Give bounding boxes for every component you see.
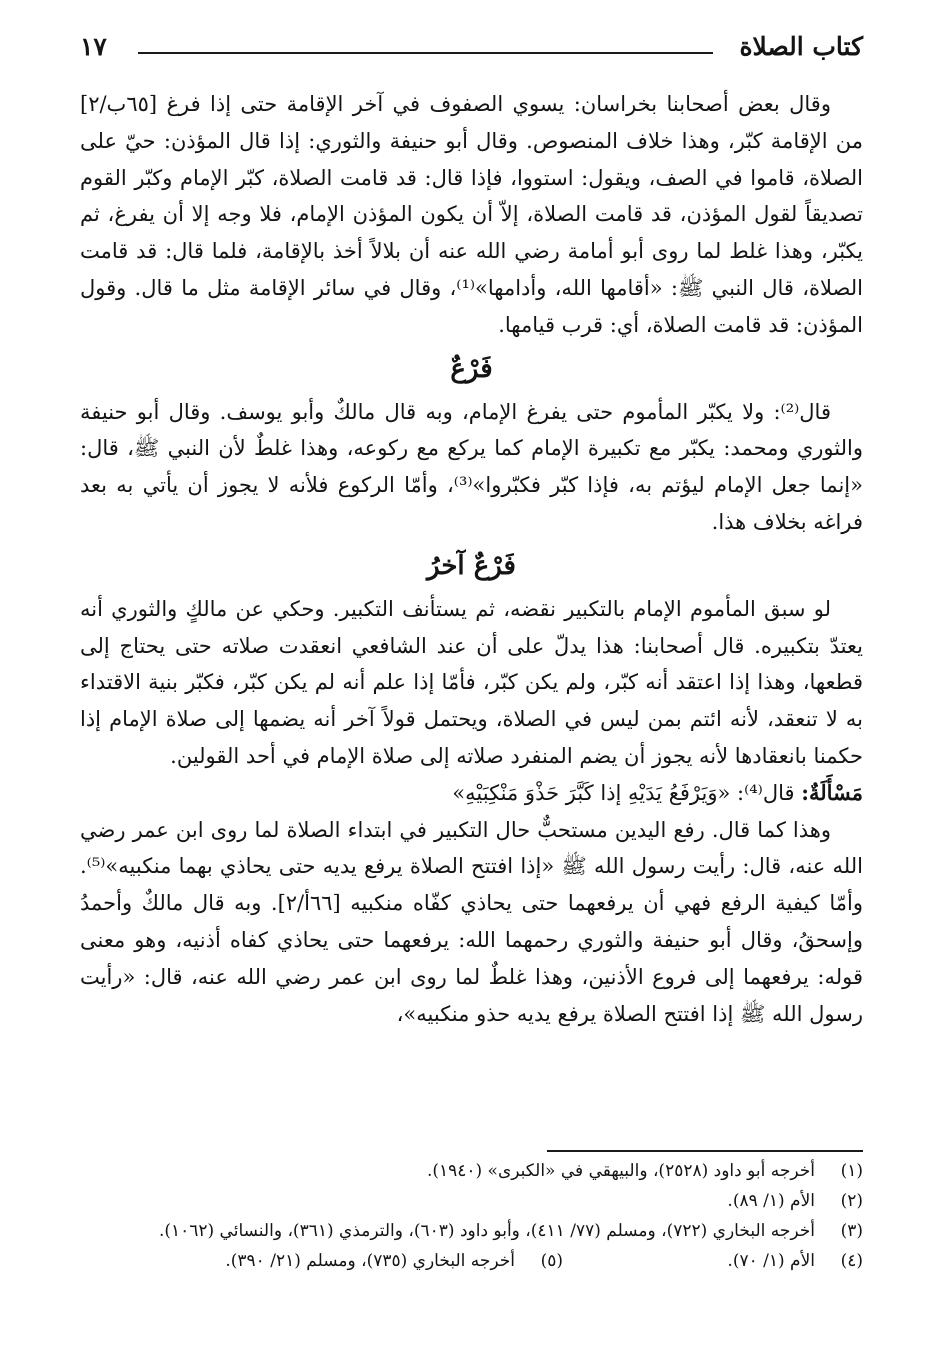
footnote-number: (٤) (840, 1251, 863, 1271)
footnote-number: (٥) (540, 1251, 563, 1271)
footnote (225, 1246, 563, 1276)
footnote-number: (١) (840, 1161, 863, 1181)
footnote-pair (80, 1246, 863, 1276)
footnote (563, 1246, 863, 1276)
section-heading-far-akhar: فَرْعٌ آخرُ (427, 550, 516, 581)
paragraph-far: قال⁽²⁾: ولا يكبّر المأموم حتى يفرغ الإمام، وبه قال مالكٌ وأبو يوسف. وقال أبو حنيفة والثوري ومحمد: يكبّر مع تكبيرة الإمام كما يركع مع ركوعه، وهذا غلطٌ لأن النبي ﷺ، قال: «إنما جعل الإمام ليؤتم به، فإذا كبّر فكبّروا»⁽³⁾، وأمّا الركوع فلأنه لا يجوز أن يأتي به بعد فراغه بخلاف هذا. (80, 399, 863, 534)
footnote-text: أخرجه البخاري (٧٣٥)، ومسلم (٢١/ ٣٩٠). (225, 1251, 515, 1271)
main-text (80, 86, 863, 1032)
footnotes (80, 1156, 863, 1276)
book-title: كتاب الصلاة (739, 32, 863, 61)
footnote-text: الأم (١/ ٨٩). (727, 1191, 815, 1211)
paragraph-iqama: وقال بعض أصحابنا بخراسان: يسوي الصفوف في آخر الإقامة حتى إذا فرغ [٦٥ب/٢] من الإقامة كبّر، وهذا خلاف المنصوص. وقال أبو حنيفة والثوري: إذا قال المؤذن: حيّ على الصلاة، قاموا في الصف، ويقول: استووا، فإذا قال: قد قامت الصلاة، كبّر الإمام وكبّر القوم تصديقاً لقول المؤذن، قد قامت الصلاة، إلاّ أن يكون المؤذن الإمام، فلا وجه إلا أن يفرغ، ثم يكبّر، وهذا غلط لما روى أبو أمامة رضي الله عنه أن بلالاً أخذ بالإقامة، فلما قال: قد قامت الصلاة، قال النبي ﷺ: «أقامها الله، وأدامها»⁽¹⁾، وقال في سائر الإقامة مثل ما قال. وقول المؤذن: قد قامت الصلاة، أي: قرب قيامها. (80, 92, 863, 337)
masala-term: مَسْأَلَةٌ: (801, 779, 863, 805)
footnote-text: أخرجه البخاري (٧٢٢)، ومسلم (٧٧/ ٤١١)، وأبو داود (٦٠٣)، والترمذي (٣٦١)، والنسائي (١٠٦٢). (158, 1221, 815, 1241)
footnote-text: أخرجه أبو داود (٢٥٢٨)، والبيهقي في «الكبرى» (١٩٤٠). (426, 1161, 815, 1181)
footnote (80, 1156, 863, 1186)
paragraph-far-akhar: لو سبق المأموم الإمام بالتكبير نقضه، ثم يستأنف التكبير. وحكي عن مالكٍ والثوري أنه يعتدّ بتكبيره. قال أصحابنا: هذا يدلّ على أن عند الشافعي انعقدت صلاته حتى يحتاج إلى قطعها، وهذا إذا اعتقد أنه كبّر، ولم يكن كبّر، فأمّا إذا علم أنه لم يكن كبّر، فكبّر بنية الاقتداء به لا تنعقد، لأنه ائتم بمن ليس في الصلاة، ويحتمل قولاً آخر أنه يضمها إلى صلاة الإمام إذا حكمنا بانعقادها لأنه يجوز أن يضم المنفرد صلاته إلى صلاة الإمام في أحد القولين. (80, 596, 863, 768)
masala-line (80, 775, 863, 812)
footnote (80, 1186, 863, 1216)
footnote-rule (547, 1150, 863, 1152)
footnote (80, 1216, 863, 1246)
section-heading-far: فَرْعٌ (450, 353, 493, 384)
header-rule (138, 52, 713, 54)
footnote-number: (٢) (840, 1191, 863, 1211)
footnote-text: الأم (١/ ٧٠). (727, 1251, 815, 1271)
footnote-number: (٣) (840, 1221, 863, 1241)
running-header (80, 28, 863, 68)
masala-text: قال⁽⁴⁾: «وَيَرْفَعُ يَدَيْهِ إذا كَبَّرَ حَذْوَ مَنْكِبَيْهِ» (452, 780, 802, 805)
page-number: ١٧ (80, 32, 107, 61)
paragraph-raf-yadayn: وهذا كما قال. رفع اليدين مستحبٌّ حال التكبير في ابتداء الصلاة لما روى ابن عمر رضي الله عنه، قال: رأيت رسول الله ﷺ «إذا افتتح الصلاة يرفع يديه حتى يحاذي بهما منكبيه»⁽⁵⁾. وأمّا كيفية الرفع فهي أن يرفعهما حتى يحاذي كفّاه منكبيه [٦٦أ/٢]. وبه قال مالكٌ وأحمدُ وإسحقُ، وقال أبو حنيفة والثوري رحمهما الله: يرفعهما حتى يحاذي كفاه أذنيه، وهو معنى قوله: يرفعهما إلى فروع الأذنين، وهذا غلطٌ لما روى ابن عمر رضي الله عنه، قال: «رأيت رسول الله ﷺ إذا افتتح الصلاة يرفع يديه حذو منكبيه»، (80, 817, 863, 1026)
